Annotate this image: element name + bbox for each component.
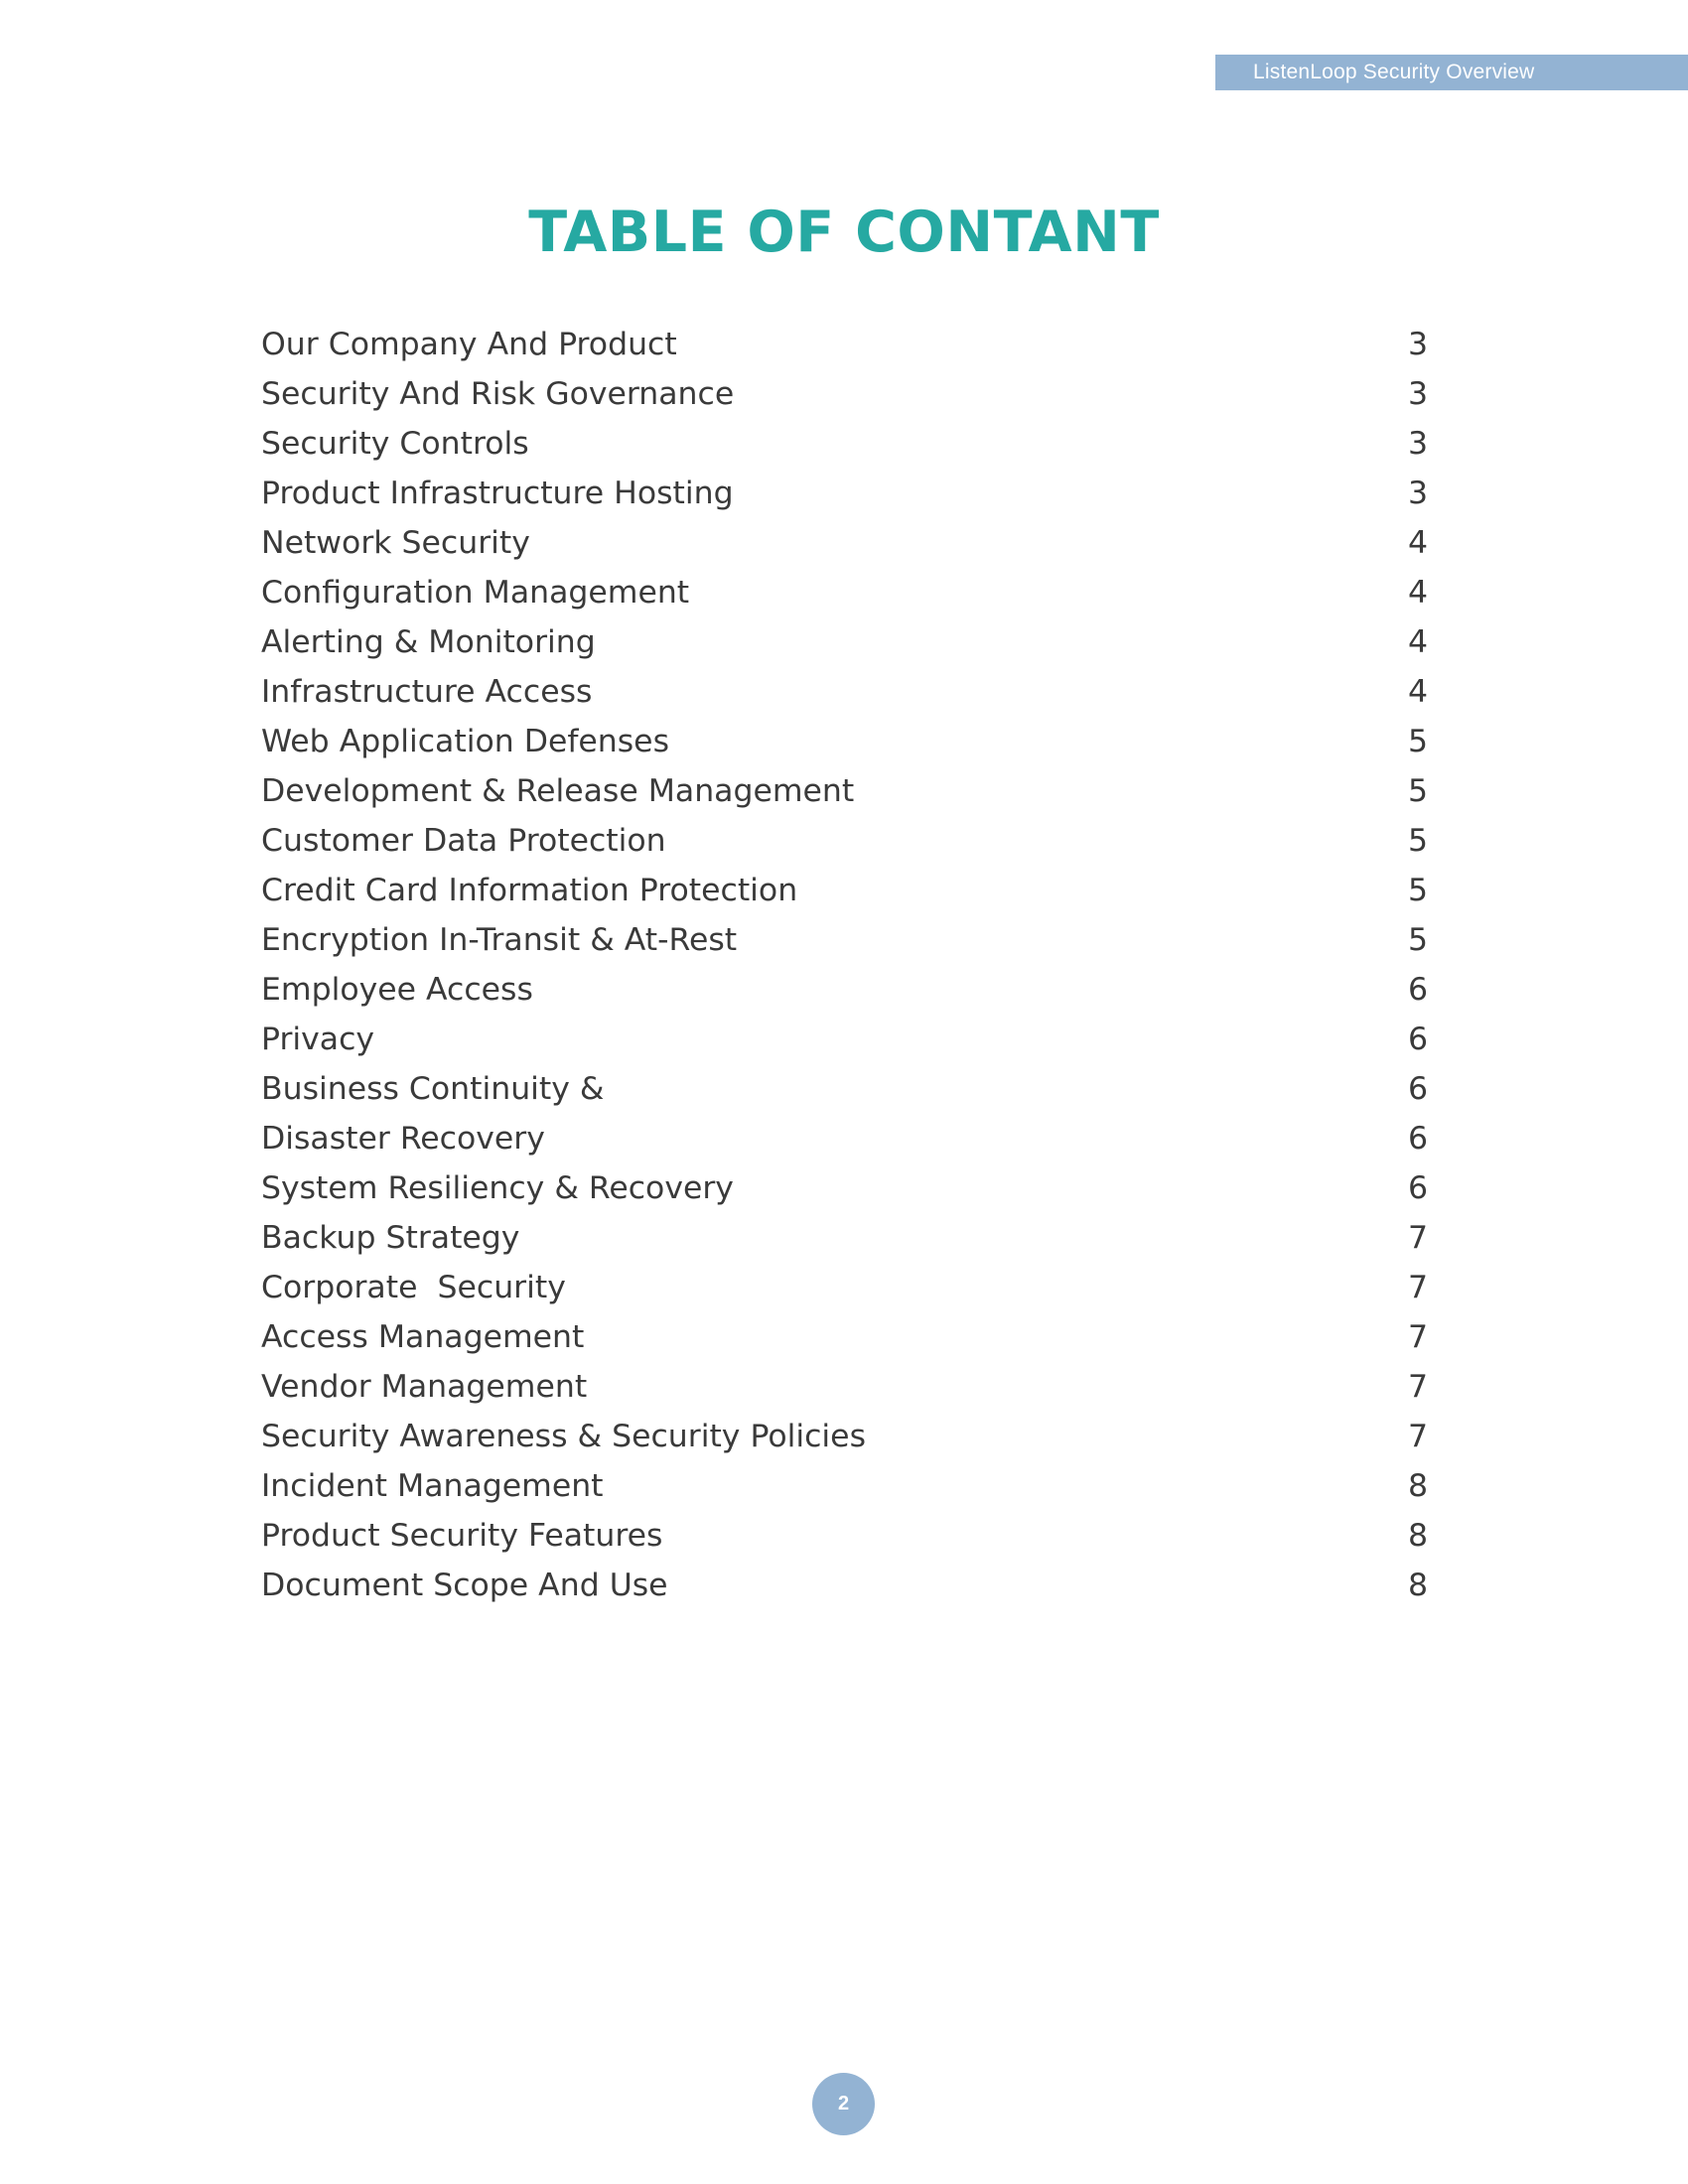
toc-entry[interactable] [261,1511,1428,1561]
toc-entry[interactable] [261,667,1428,717]
toc-entry-label: Encryption In-Transit & At-Rest [261,922,738,958]
toc-entry-page: 3 [1407,327,1428,362]
toc-entry-label: Access Management [261,1319,585,1355]
toc-entry[interactable] [261,1362,1428,1412]
toc-entry-page: 7 [1407,1220,1428,1256]
toc-entry-label: Security And Risk Governance [261,376,735,412]
toc-entry[interactable] [261,1312,1428,1362]
toc-entry-label: System Resiliency & Recovery [261,1170,734,1206]
toc-entry-page: 5 [1407,823,1428,859]
toc-entry-label: Product Infrastructure Hosting [261,476,734,511]
toc-entry[interactable] [261,1412,1428,1461]
toc-entry[interactable] [261,1064,1428,1114]
header-banner [1215,55,1688,90]
toc-entry-page: 6 [1407,1170,1428,1206]
toc-entry-page: 5 [1407,724,1428,759]
toc-entry-page: 6 [1407,1071,1428,1107]
toc-entry[interactable] [261,965,1428,1015]
toc-entry[interactable] [261,866,1428,915]
toc-entry[interactable] [261,816,1428,866]
toc-entry-page: 6 [1407,1022,1428,1057]
toc-entry-label: Infrastructure Access [261,674,593,710]
toc-entry-label: Incident Management [261,1468,604,1504]
toc-entry-page: 4 [1407,674,1428,710]
toc-entry[interactable] [261,369,1428,419]
page-title: TABLE OF CONTANT [528,200,1160,265]
toc-entry[interactable] [261,1163,1428,1213]
toc-entry-label: Customer Data Protection [261,823,666,859]
toc-entry-page: 8 [1407,1518,1428,1554]
toc-entry[interactable] [261,1263,1428,1312]
toc-entry-label: Document Scope And Use [261,1568,668,1603]
toc-entry-label: Corporate Security [261,1270,566,1305]
toc-entry-label: Network Security [261,525,530,561]
toc-entry-label: Backup Strategy [261,1220,520,1256]
toc-entry[interactable] [261,1561,1428,1610]
page-number-badge [812,2073,875,2135]
toc-entry-label: Employee Access [261,972,533,1008]
toc-entry-page: 3 [1407,426,1428,462]
toc-entry-page: 4 [1407,575,1428,611]
toc-entry-page: 5 [1407,773,1428,809]
toc-entry-page: 4 [1407,525,1428,561]
toc-entry-label: Development & Release Management [261,773,855,809]
toc-entry[interactable] [261,766,1428,816]
toc-entry[interactable] [261,1015,1428,1064]
toc-entry-page: 7 [1407,1319,1428,1355]
toc-entry-page: 8 [1407,1568,1428,1603]
toc-entry-label: Disaster Recovery [261,1121,545,1157]
table-of-contents [261,320,1428,1610]
toc-entry-label: Credit Card Information Protection [261,873,798,908]
toc-entry-label: Product Security Features [261,1518,663,1554]
toc-entry[interactable] [261,1213,1428,1263]
toc-entry-page: 6 [1407,1121,1428,1157]
toc-entry[interactable] [261,1461,1428,1511]
toc-entry-page: 6 [1407,972,1428,1008]
toc-entry[interactable] [261,1114,1428,1163]
toc-entry-page: 5 [1407,922,1428,958]
toc-entry-page: 3 [1407,376,1428,412]
toc-entry-page: 7 [1407,1270,1428,1305]
toc-entry-page: 3 [1407,476,1428,511]
toc-entry-label: Security Controls [261,426,529,462]
toc-entry-page: 4 [1407,624,1428,660]
toc-entry[interactable] [261,419,1428,469]
page-number: 2 [837,2093,850,2115]
toc-entry-label: Vendor Management [261,1369,588,1405]
toc-entry-label: Privacy [261,1022,375,1057]
toc-entry-label: Alerting & Monitoring [261,624,596,660]
toc-entry[interactable] [261,617,1428,667]
toc-entry-label: Our Company And Product [261,327,677,362]
header-banner-text: ListenLoop Security Overview [1253,61,1535,83]
toc-entry[interactable] [261,518,1428,568]
toc-entry-page: 7 [1407,1419,1428,1454]
toc-entry-label: Business Continuity & [261,1071,605,1107]
toc-entry-page: 5 [1407,873,1428,908]
toc-entry[interactable] [261,717,1428,766]
toc-entry[interactable] [261,469,1428,518]
toc-entry-page: 8 [1407,1468,1428,1504]
toc-entry[interactable] [261,915,1428,965]
toc-entry-label: Web Application Defenses [261,724,669,759]
toc-entry-label: Configuration Management [261,575,690,611]
toc-entry[interactable] [261,568,1428,617]
toc-entry[interactable] [261,320,1428,369]
toc-entry-label: Security Awareness & Security Policies [261,1419,866,1454]
toc-entry-page: 7 [1407,1369,1428,1405]
